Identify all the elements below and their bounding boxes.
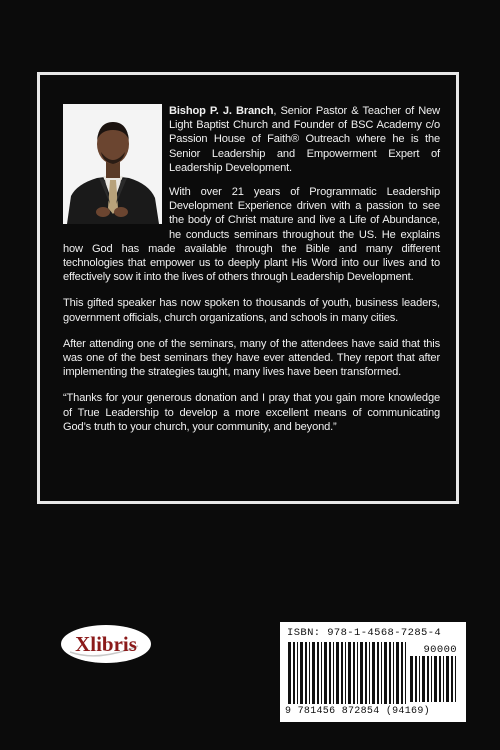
barcode-bar [341,642,343,704]
barcode-bar [381,642,382,704]
author-name: Bishop P. J. Branch [169,105,274,117]
barcode-bar [336,642,339,704]
barcode-bar [293,642,295,704]
barcode-bar [353,642,355,704]
barcode-bar [309,642,310,704]
isbn-label: ISBN: 978-1-4568-7285-4 [287,627,442,639]
barcode-bar [384,642,387,704]
barcode-bar [288,642,291,704]
barcode-bar [297,642,298,704]
author-intro-text: , Senior Pastor & Teacher of New Light Baptist Church and Founder of BSC Academy c/o Passion House of Faith® Outreach where he is the Senior Leadership and Empowerment Expert of Leadership Development. [169,105,440,174]
barcode-bar [333,642,334,704]
bio-quote: “Thanks for your generous donation and I pray that you gain more knowledge of True Leadership to develop a more excellent means of communicating God’s truth to your church, your community, and beyond.” [63,392,440,433]
barcode-bar [396,642,399,704]
barcode-bar [451,656,453,702]
barcode-bar [312,642,315,704]
barcode-bar [427,656,429,702]
barcode-addon-bars [410,656,456,706]
barcode-bar [415,656,417,702]
barcode-bar [321,642,322,704]
barcode-bar [434,656,437,702]
barcode-addon-number: 90000 [423,644,457,656]
barcode-bar [377,642,379,704]
barcode-bar [431,656,432,702]
barcode-bar [410,656,413,702]
barcode-bar [422,656,425,702]
barcode-bar [348,642,351,704]
barcode-bar [401,642,403,704]
barcode-bar [305,642,307,704]
barcode-bar [329,642,331,704]
barcode-bar [419,656,420,702]
bio-paragraph: This gifted speaker has now spoken to thousands of youth, business leaders, government officials, church organizations, and schools in many cities. [63,297,440,324]
barcode-bar [439,656,441,702]
barcode-bar [372,642,375,704]
barcode-bar [369,642,370,704]
barcode-box [280,622,466,722]
barcode-bar [455,656,456,702]
barcode-bar [393,642,394,704]
barcode-bar [405,642,406,704]
barcode-bar [317,642,319,704]
barcode-bar [345,642,346,704]
barcode-bar [389,642,391,704]
author-photo [63,104,162,224]
bio-paragraph: With over 21 years of Programmatic Leadership Development Experience driven with a passion to see the body of Christ mature and live a Life of Abundance, he conducts seminars throughout the US. He explains how God has made available through the Bible and many different technologies that empower us to deeply plant His Word into our lives and to effectively sow it into the lives of others through Leadership Development. [63,186,440,284]
barcode-bar [357,642,358,704]
barcode-bar [365,642,367,704]
barcode-number: 9 781456 872854 (94169) [285,706,430,717]
barcode-bar [324,642,327,704]
barcode-bar [360,642,363,704]
barcode-bar [300,642,303,704]
bio-paragraph: After attending one of the seminars, many of the attendees have said that this was one of the best seminars they have ever attended. They report that after implementing the strategies taught, many lives have been transformed. [63,337,440,379]
author-bio [63,104,440,446]
publisher-logo [58,622,154,671]
barcode-bar [443,656,444,702]
barcode-bar [446,656,449,702]
publisher-logo-text: Xlibris [75,632,137,656]
barcode-bars [288,642,406,708]
